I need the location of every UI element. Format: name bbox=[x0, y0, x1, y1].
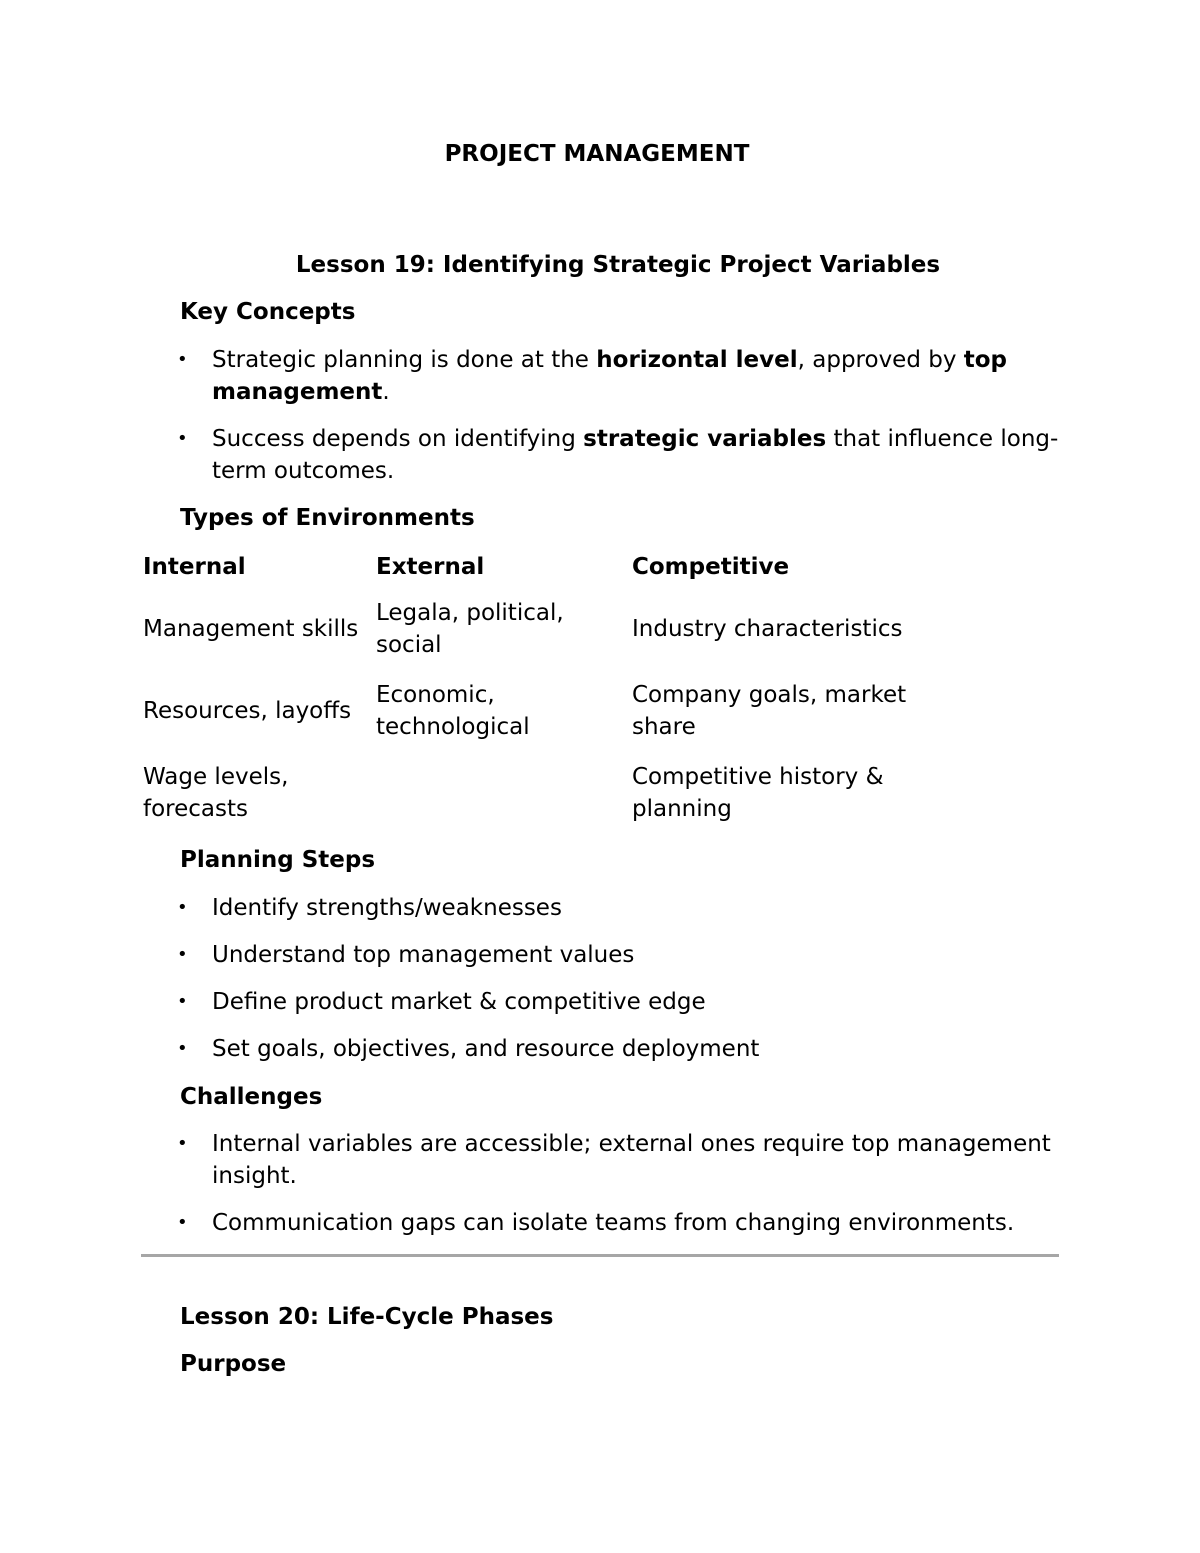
list-item bbox=[177, 344, 1060, 408]
list-item-text: Communication gaps can isolate teams from changing environments. bbox=[212, 1210, 1015, 1236]
bullet-icon: • bbox=[177, 1212, 188, 1233]
table-cell: Wage levels, forecasts bbox=[143, 764, 289, 822]
list-item-text: Identify strengths/weaknesses bbox=[212, 895, 562, 921]
list-item bbox=[177, 892, 1060, 924]
table-cell: Company goals, market share bbox=[632, 682, 907, 740]
document-title: PROJECT MANAGEMENT bbox=[444, 141, 750, 167]
bullet-icon: • bbox=[177, 944, 188, 965]
list-item-text: Internal variables are accessible; external ones require top management insight. bbox=[212, 1131, 1051, 1189]
table-row bbox=[143, 679, 962, 761]
list-item-text: Set goals, objectives, and resource deployment bbox=[212, 1036, 760, 1062]
text-run: , approved by bbox=[797, 347, 964, 373]
text-run: Success depends on identifying bbox=[212, 426, 584, 452]
text-run: that influence long-term outcomes. bbox=[212, 426, 1059, 484]
list-item bbox=[177, 1207, 1060, 1239]
planning-steps-list bbox=[177, 892, 1060, 1065]
section-divider bbox=[141, 1254, 1059, 1257]
list-item-text: Define product market & competitive edge bbox=[212, 989, 706, 1015]
environments-heading: Types of Environments bbox=[180, 505, 475, 531]
table-cell: Competitive history & planning bbox=[632, 764, 884, 822]
table-cell: Industry characteristics bbox=[632, 616, 903, 642]
environments-table bbox=[143, 549, 962, 843]
bold-term: top management bbox=[212, 347, 1008, 405]
column-header-external: External bbox=[376, 554, 485, 580]
key-concepts-heading: Key Concepts bbox=[180, 299, 356, 325]
text-run: . bbox=[382, 379, 390, 405]
list-item bbox=[177, 1033, 1060, 1065]
bullet-icon: • bbox=[177, 428, 188, 449]
bullet-icon: • bbox=[177, 991, 188, 1012]
challenges-heading: Challenges bbox=[180, 1084, 323, 1110]
key-concepts-list bbox=[177, 344, 1060, 487]
table-cell: Management skills bbox=[143, 616, 359, 642]
purpose-heading: Purpose bbox=[180, 1351, 287, 1377]
bold-term: horizontal level bbox=[596, 347, 798, 373]
list-item bbox=[177, 1128, 1060, 1192]
table-cell bbox=[376, 761, 632, 843]
table-row bbox=[143, 597, 962, 679]
table-header-row bbox=[143, 549, 962, 597]
bullet-icon: • bbox=[177, 1038, 188, 1059]
list-item bbox=[177, 423, 1060, 487]
bullet-icon: • bbox=[177, 349, 188, 370]
planning-steps-heading: Planning Steps bbox=[180, 847, 376, 873]
lesson-20-title: Lesson 20: Life-Cycle Phases bbox=[180, 1304, 554, 1330]
column-header-competitive: Competitive bbox=[632, 554, 790, 580]
column-header-internal: Internal bbox=[143, 554, 246, 580]
bullet-icon: • bbox=[177, 897, 188, 918]
table-row bbox=[143, 761, 962, 843]
challenges-list bbox=[177, 1128, 1060, 1239]
bullet-icon: • bbox=[177, 1133, 188, 1154]
text-run: Strategic planning is done at the bbox=[212, 347, 597, 373]
lesson-19-title: Lesson 19: Identifying Strategic Project Variables bbox=[295, 252, 941, 278]
list-item-text: Understand top management values bbox=[212, 942, 635, 968]
bold-term: strategic variables bbox=[583, 426, 827, 452]
list-item bbox=[177, 986, 1060, 1018]
table-cell: Legala, political, social bbox=[376, 600, 564, 658]
list-item bbox=[177, 939, 1060, 971]
table-cell: Economic, technological bbox=[376, 682, 530, 740]
table-cell: Resources, layoffs bbox=[143, 698, 352, 724]
